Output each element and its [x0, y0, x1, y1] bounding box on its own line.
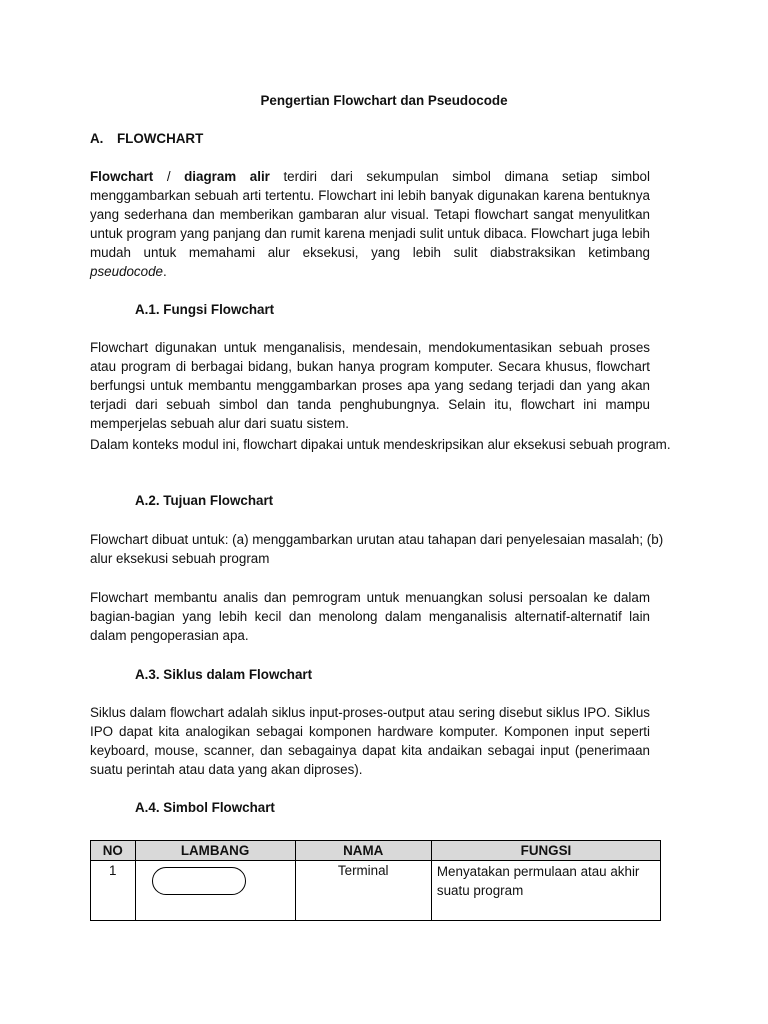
- page-title: Pengertian Flowchart dan Pseudocode: [260, 93, 508, 108]
- section-a-title: FLOWCHART: [117, 131, 204, 146]
- a1-heading: A.1. Fungsi Flowchart: [135, 302, 275, 317]
- a2-paragraph-2: Flowchart membantu analis dan pemrogram untuk menuangkan solusi persoalan ke dalam bagian-bagian yang lebih kecil dan menolong dalam menganalisis alternatif-alternatif lain dalam pengoperasian apa.: [90, 590, 650, 643]
- a3-paragraph-1: Siklus dalam flowchart adalah siklus input-proses-output atau sering disebut siklus IPO. Siklus IPO dapat kita analogikan sebagai komponen hardware komputer. Komponen input seperti keyboard, mouse, scanner, dan sebagainya dapat kita andaikan sebagai input (penerimaan suatu perintah atau data yang akan diproses).: [90, 705, 650, 777]
- table-row: [91, 861, 661, 921]
- flowchart-intro-paragraph: [90, 167, 650, 281]
- a2-paragraph-1: Flowchart dibuat untuk: (a) menggambarkan urutan atau tahapan dari penyelesaian masalah; (b) alur eksekusi sebuah program: [90, 532, 664, 566]
- cell-fungsi: Menyatakan permulaan atau akhir suatu program: [431, 861, 660, 921]
- cell-nama: Terminal: [295, 861, 431, 921]
- term-separator: /: [153, 169, 185, 184]
- header-fungsi: FUNGSI: [431, 841, 660, 861]
- table-header-row: [91, 841, 661, 861]
- cell-no: 1: [91, 861, 136, 921]
- a1-paragraph-2: Dalam konteks modul ini, flowchart dipakai untuk mendeskripsikan alur eksekusi sebuah program.: [90, 437, 671, 452]
- a1-paragraph-1: Flowchart digunakan untuk menganalisis, mendesain, mendokumentasikan sebuah proses atau program di berbagai bidang, bukan hanya program komputer. Secara khusus, flowchart berfungsi untuk membantu menggambarkan proses apa yang sedang terjadi dan yang akan terjadi dari sebuah simbol dan tanda penghubungnya. Selain itu, flowchart ini mampu memperjelas sebuah alur dari suatu sistem.: [90, 340, 650, 431]
- term-diagram-alir: diagram alir: [184, 169, 270, 184]
- section-a-heading: [90, 131, 203, 146]
- a2-heading: A.2. Tujuan Flowchart: [135, 493, 274, 508]
- term-flowchart: Flowchart: [90, 169, 154, 184]
- a4-heading: A.4. Simbol Flowchart: [135, 800, 275, 815]
- a3-heading: A.3. Siklus dalam Flowchart: [135, 667, 313, 682]
- intro-end: .: [162, 264, 167, 279]
- header-lambang: LAMBANG: [135, 841, 295, 861]
- section-a-number: A.: [90, 131, 104, 146]
- intro-text: terdiri dari sekumpulan simbol dimana setiap simbol menggambarkan sebuah arti tertentu. Flowchart ini lebih banyak digunakan karena bentuknya yang sederhana dan memberikan gambaran alur visual. Tetapi flowchart sangat menyulitkan untuk program yang panjang dan rumit karena menjadi sulit untuk dibaca. Flowchart juga lebih mudah untuk memahami alur eksekusi, yang lebih sulit diabstraksikan ketimbang: [90, 169, 650, 260]
- flowchart-symbol-table: [90, 840, 661, 921]
- terminal-symbol-icon: [152, 867, 246, 895]
- cell-lambang: [135, 861, 295, 921]
- term-pseudocode: pseudocode: [90, 264, 163, 279]
- header-nama: NAMA: [295, 841, 431, 861]
- header-no: NO: [91, 841, 136, 861]
